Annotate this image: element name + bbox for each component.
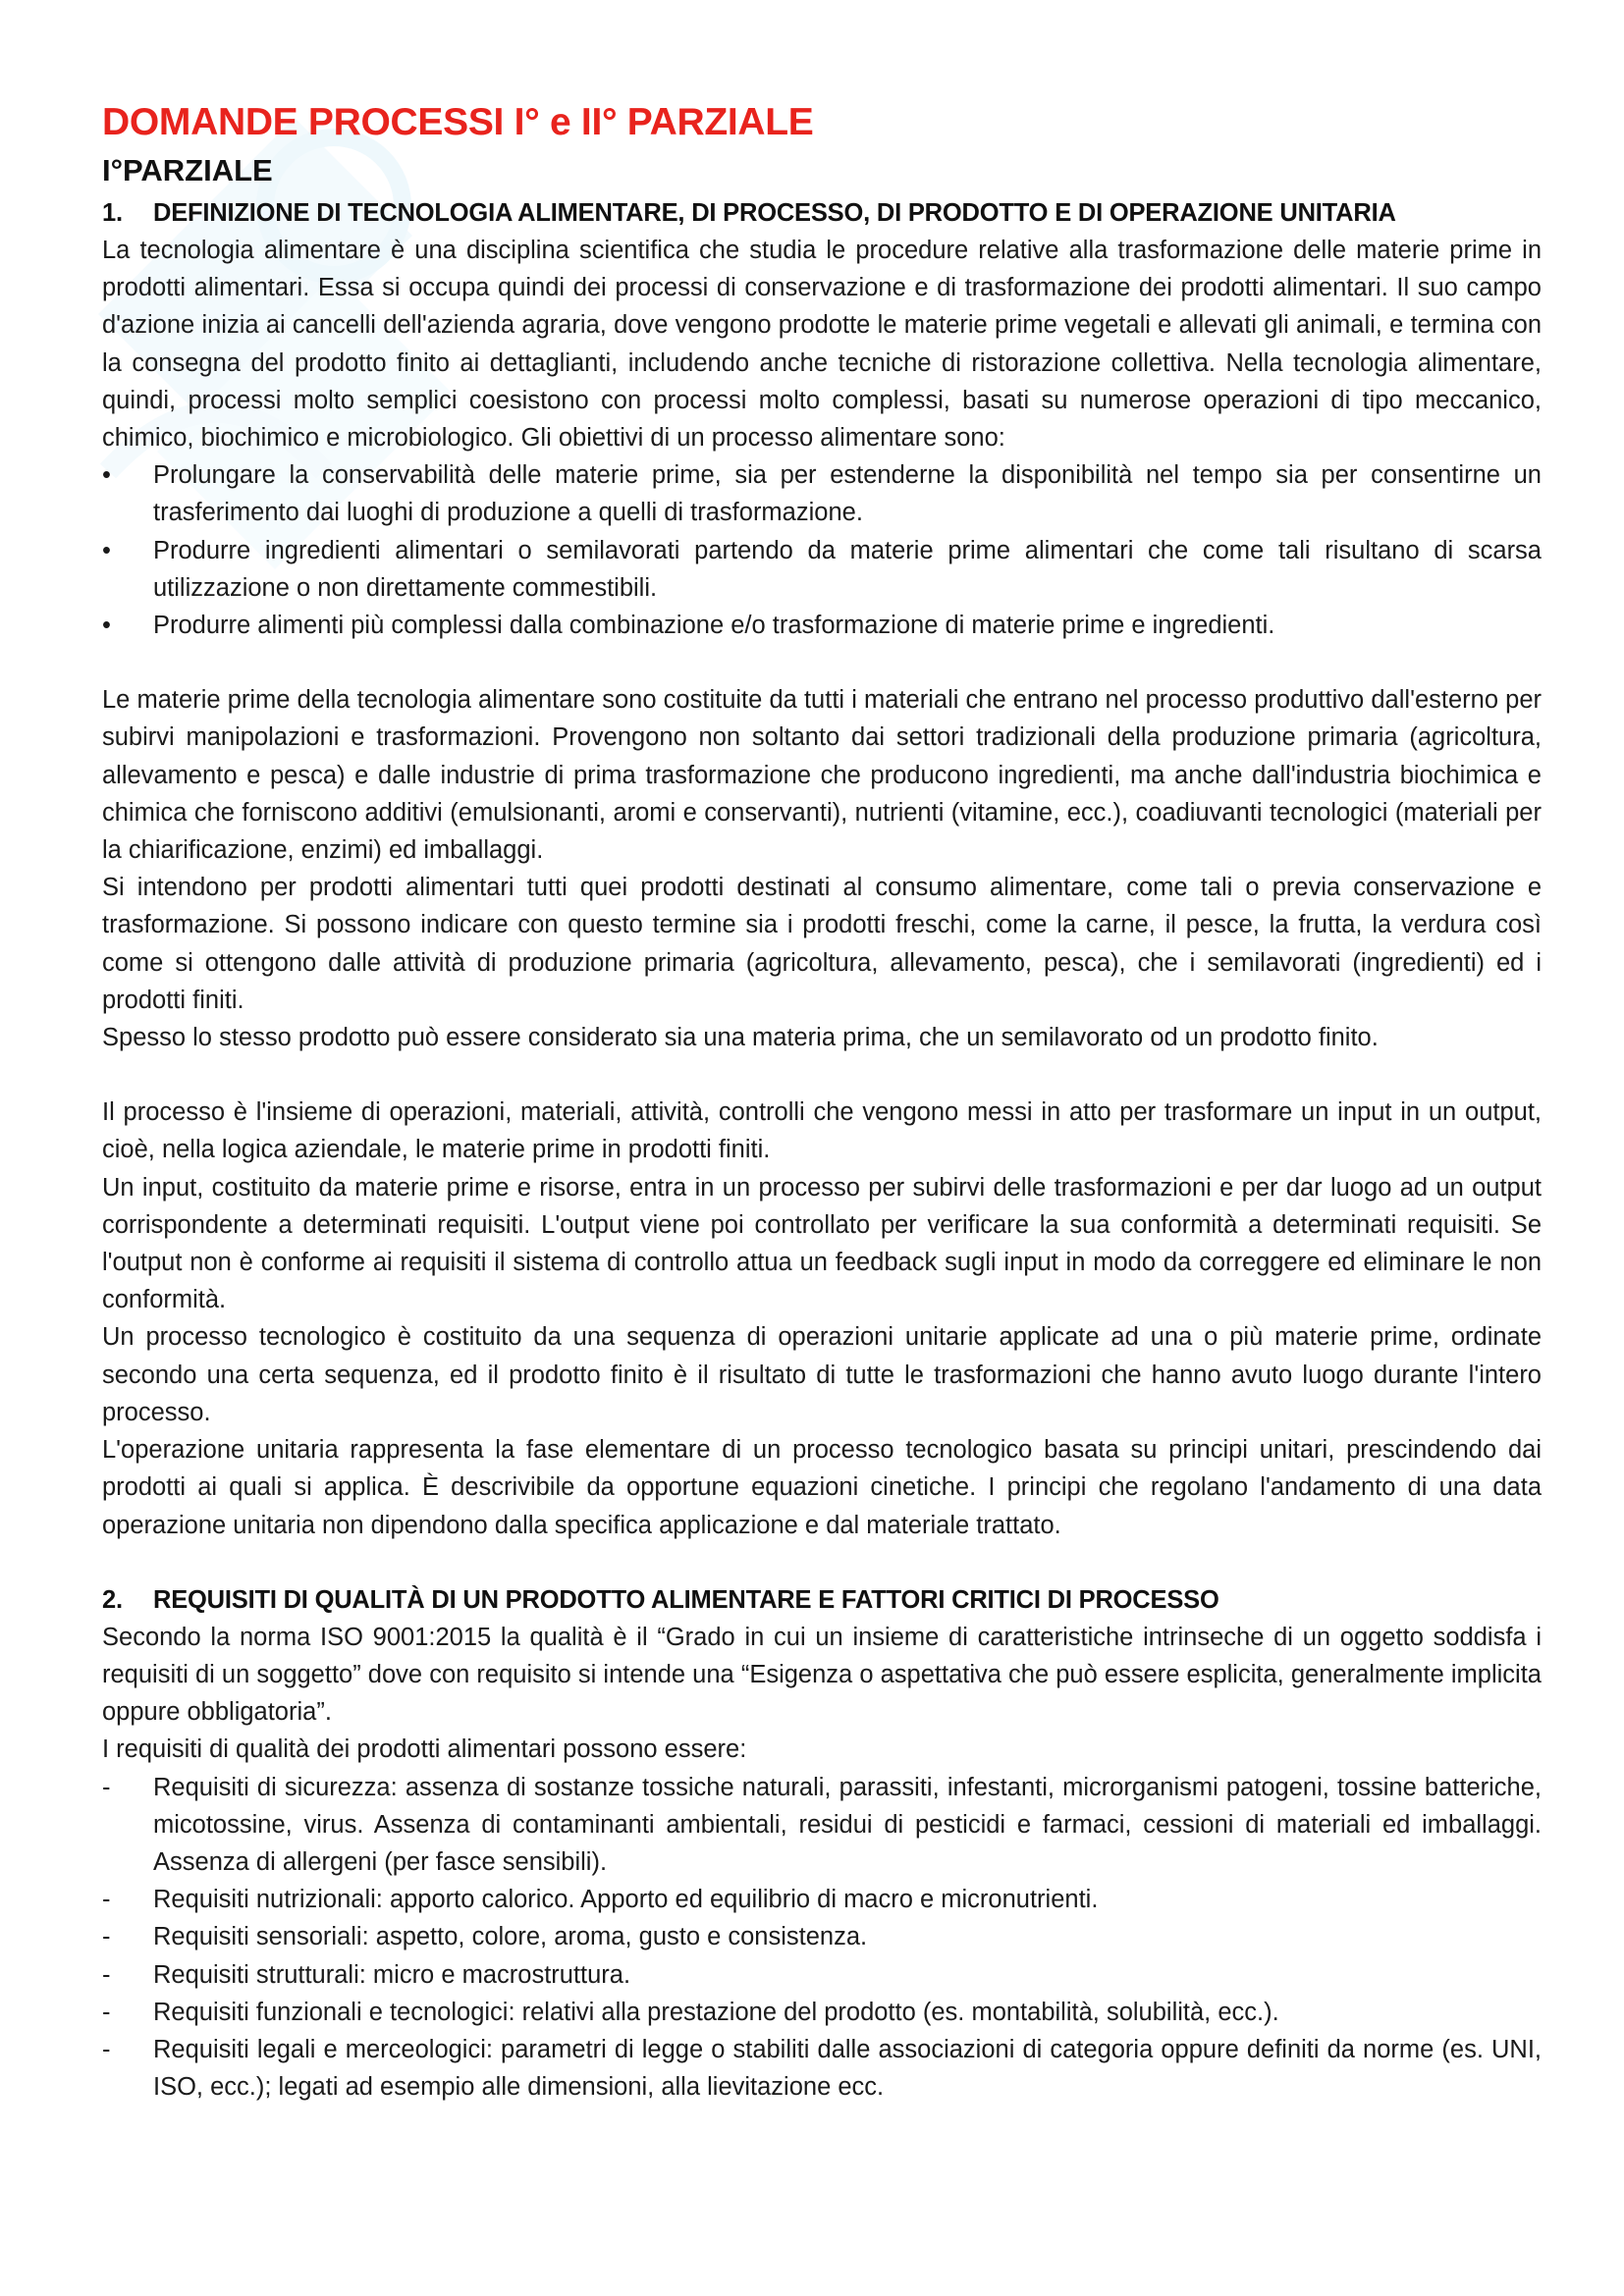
- dash-marker: -: [102, 1923, 111, 1951]
- list-item-text: Requisiti di sicurezza: assenza di sostanze tossiche naturali, parassiti, infestanti, microrganismi patogeni, tossine batteriche, micotossine, virus. Assenza di contaminanti ambientali, residui di pesticidi e farmaci, cessioni di materiali ed imballaggi. Assenza di allergeni (per fasce sensibili).: [153, 1773, 1542, 1876]
- list-item-text: Requisiti legali e merceologici: parametri di legge o stabiliti dalle associazioni di categoria oppure definiti da norme (es. UNI, ISO, ecc.); legati ad esempio alle dimensioni, alla lievitazione ecc.: [153, 2035, 1542, 2102]
- list-item: [102, 607, 1542, 644]
- list-item-text: Requisiti funzionali e tecnologici: relativi alla prestazione del prodotto (es. montabilità, solubilità, ecc.).: [153, 1998, 1279, 2026]
- list-item: [102, 1918, 1542, 1955]
- spacer: [102, 1056, 1542, 1094]
- spacer: [102, 644, 1542, 681]
- paragraph: Un processo tecnologico è costituito da una sequenza di operazioni unitarie applicate ad una o più materie prime, ordinate secondo una certa sequenza, ed il prodotto finito è il risultato di tutte le trasformazioni che hanno avuto luogo durante l'intero processo.: [102, 1323, 1542, 1426]
- list-item-text: Produrre alimenti più complessi dalla combinazione e/o trasformazione di materie prime e ingredienti.: [153, 612, 1275, 640]
- list-item-text: Requisiti nutrizionali: apporto calorico. Apporto ed equilibrio di macro e micronutrienti.: [153, 1886, 1099, 1914]
- paragraph: Le materie prime della tecnologia alimentare sono costituite da tutti i materiali che entrano nel processo produttivo dall'esterno per subirvi manipolazioni e trasformazioni. Provengono non soltanto dai settori tradizionali della produzione primaria (agricoltura, allevamento e pesca) e dalle industrie di prima trasformazione che producono ingredienti, ma anche dall'industria biochimica e chimica che forniscono additivi (emulsionanti, aromi e conservanti), nutrienti (vitamine, ecc.), coadiuvanti tecnologici (materiali per la chiarificazione, enzimi) ed imballaggi.: [102, 686, 1542, 865]
- dash-marker: -: [102, 1998, 111, 2026]
- dash-marker: -: [102, 1773, 111, 1801]
- bullet-marker: •: [102, 536, 111, 564]
- question-2: [102, 1581, 1542, 2107]
- dash-list: [102, 1769, 1542, 2107]
- paragraph: Spesso lo stesso prodotto può essere considerato sia una materia prima, che un semilavorato od un prodotto finito.: [102, 1024, 1379, 1052]
- list-item: [102, 1881, 1542, 1918]
- paragraph: I requisiti di qualità dei prodotti alimentari possono essere:: [102, 1735, 747, 1764]
- paragraph: La tecnologia alimentare è una disciplina scientifica che studia le procedure relative alla trasformazione delle materie prime in prodotti alimentari. Essa si occupa quindi dei processi di conservazione e di trasformazione dei prodotti alimentari. Il suo campo d'azione inizia ai cancelli dell'azienda agraria, dove vengono prodotte le materie prime vegetali e allevati gli animali, e termina con la consegna del prodotto finito ai dettaglianti, includendo anche tecniche di ristorazione collettiva. Nella tecnologia alimentare, quindi, processi molto semplici coesistono con processi molto complessi, basati su numerose operazioni di tipo meccanico, chimico, biochimico e microbiologico. Gli obiettivi di un processo alimentare sono:: [102, 237, 1542, 453]
- list-item-text: Prolungare la conservabilità delle materie prime, sia per estenderne la disponibilità nel tempo sia per consentirne un trasferimento dai luoghi di produzione a quelli di trasformazione.: [153, 461, 1542, 527]
- paragraph: Secondo la norma ISO 9001:2015 la qualità è il “Grado in cui un insieme di caratteristiche intrinseche di un oggetto soddisfa i requisiti di un soggetto” dove con requisito si intende una “Esigenza o aspettativa che può essere esplicita, generalmente implicita oppure obbligatoria”.: [102, 1623, 1542, 1727]
- question-1-heading: [102, 194, 1542, 232]
- question-1-number: 1.: [102, 199, 123, 227]
- bullet-marker: •: [102, 461, 111, 490]
- list-item: [102, 456, 1542, 531]
- spacer: [102, 1544, 1542, 1581]
- part-heading: I°PARZIALE: [102, 153, 273, 187]
- document-title: DOMANDE PROCESSI I° e II° PARZIALE: [102, 101, 814, 143]
- list-item: [102, 2031, 1542, 2106]
- question-2-heading: [102, 1581, 1542, 1619]
- list-item-text: Produrre ingredienti alimentari o semilavorati partendo da materie prime alimentari che come tali risultano di scarsa utilizzazione o non direttamente commestibili.: [153, 536, 1542, 602]
- question-1-title: DEFINIZIONE DI TECNOLOGIA ALIMENTARE, DI PROCESSO, DI PRODOTTO E DI OPERAZIONE UNITARIA: [153, 199, 1396, 227]
- list-item: [102, 532, 1542, 607]
- dash-marker: -: [102, 1960, 111, 1989]
- bullet-marker: •: [102, 612, 111, 640]
- question-2-number: 2.: [102, 1585, 123, 1614]
- list-item: [102, 1956, 1542, 1994]
- bullet-list: [102, 456, 1542, 644]
- list-item-text: Requisiti strutturali: micro e macrostruttura.: [153, 1960, 631, 1989]
- list-item: [102, 1769, 1542, 1882]
- paragraph: Un input, costituito da materie prime e risorse, entra in un processo per subirvi delle trasformazioni e per dar luogo ad un output corrispondente a determinati requisiti. L'output viene poi controllato per verificare la sua conformità a determinati requisiti. Se l'output non è conforme ai requisiti il sistema di controllo attua un feedback sugli input in modo da correggere ed eliminare le non conformità.: [102, 1173, 1542, 1314]
- document-page: [102, 98, 1542, 2106]
- list-item-text: Requisiti sensoriali: aspetto, colore, aroma, gusto e consistenza.: [153, 1923, 868, 1951]
- paragraph: Si intendono per prodotti alimentari tutti quei prodotti destinati al consumo alimentare, come tali o previa conservazione e trasformazione. Si possono indicare con questo termine sia i prodotti freschi, come la carne, il pesce, la frutta, la verdura così come si ottengono dalle attività di produzione primaria (agricoltura, allevamento, pesca), che i semilavorati (ingredienti) ed i prodotti finiti.: [102, 874, 1542, 1014]
- paragraph: Il processo è l'insieme di operazioni, materiali, attività, controlli che vengono messi in atto per trasformare un input in un output, cioè, nella logica aziendale, le materie prime in prodotti finiti.: [102, 1098, 1542, 1164]
- dash-marker: -: [102, 2035, 111, 2063]
- list-item: [102, 1994, 1542, 2031]
- question-2-title: REQUISITI DI QUALITÀ DI UN PRODOTTO ALIMENTARE E FATTORI CRITICI DI PROCESSO: [153, 1585, 1219, 1614]
- question-1: [102, 194, 1542, 1544]
- paragraph: L'operazione unitaria rappresenta la fase elementare di un processo tecnologico basata su principi unitari, prescindendo dai prodotti ai quali si applica. È descrivibile da opportune equazioni cinetiche. I principi che regolano l'andamento di una data operazione unitaria non dipendono dalla specifica applicazione e dal materiale trattato.: [102, 1436, 1542, 1539]
- dash-marker: -: [102, 1886, 111, 1914]
